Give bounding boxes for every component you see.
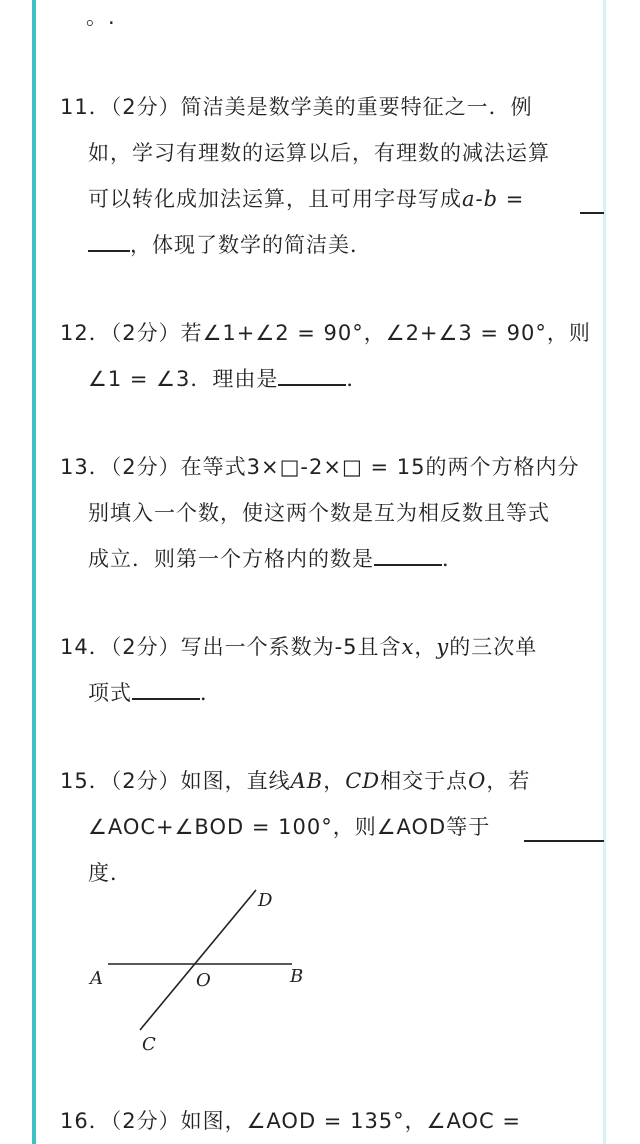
question-11-line-4: ，体现了数学的简洁美． xyxy=(88,230,372,260)
question-12-line-2: ∠1 = ∠3．理由是 ． xyxy=(88,364,368,394)
top-fragment: 。. xyxy=(86,5,116,29)
question-15-line-3: 度． xyxy=(88,861,132,885)
question-number: 13 xyxy=(60,455,89,479)
question-score: （2分） xyxy=(110,95,181,119)
answer-blank xyxy=(580,192,604,214)
question-11-line-2: 如，学习有理数的运算以后，有理数的减法运算 xyxy=(88,141,550,165)
label-c: C xyxy=(142,1034,156,1055)
label-b: B xyxy=(290,966,304,987)
question-16-line-1: 16．（2分）如图，∠AOD = 135°，∠AOC = xyxy=(60,1109,521,1133)
question-score: （2分） xyxy=(110,769,181,793)
question-14-line-2: 项式 ． xyxy=(88,678,222,708)
label-d: D xyxy=(258,890,273,911)
question-13-line-2: 别填入一个数，使这两个数是互为相反数且等式 xyxy=(88,501,550,525)
question-15-line-2: ∠AOC+∠BOD = 100°，则∠AOD等于 xyxy=(88,815,491,839)
question-number: 12 xyxy=(60,321,89,345)
question-number: 11 xyxy=(60,95,89,119)
question-score: （2分） xyxy=(110,635,181,659)
answer-blank xyxy=(374,544,442,566)
left-border xyxy=(32,0,36,1144)
question-12-line-1: 12．（2分）若∠1+∠2 = 90°，∠2+∠3 = 90°，则 xyxy=(60,321,591,345)
question-score: （2分） xyxy=(110,1109,181,1133)
question-13-line-1: 13．（2分）在等式3×□-2×□ = 15的两个方格内分 xyxy=(60,455,580,479)
answer-blank xyxy=(278,364,346,386)
answer-blank xyxy=(88,230,130,252)
geometry-figure xyxy=(80,880,330,1060)
question-score: （2分） xyxy=(110,455,181,479)
question-11-line-3: 可以转化成加法运算，且可用字母写成a-b = xyxy=(88,187,525,211)
label-o: O xyxy=(196,970,211,991)
question-13-line-3: 成立．则第一个方格内的数是 ． xyxy=(88,544,464,574)
question-number: 14 xyxy=(60,635,89,659)
label-a: A xyxy=(90,968,103,989)
question-11-line-1: 11．（2分）简洁美是数学美的重要特征之一．例 xyxy=(60,95,533,119)
question-number: 15 xyxy=(60,769,89,793)
line-cd xyxy=(140,890,256,1030)
answer-blank xyxy=(524,820,604,842)
right-border xyxy=(603,0,606,1144)
question-score: （2分） xyxy=(110,321,181,345)
question-number: 16 xyxy=(60,1109,89,1133)
question-15-line-1: 15．（2分）如图，直线AB，CD相交于点O，若 xyxy=(60,769,531,793)
answer-blank xyxy=(132,678,200,700)
question-14-line-1: 14．（2分）写出一个系数为-5且含x，y的三次单 xyxy=(60,635,538,659)
